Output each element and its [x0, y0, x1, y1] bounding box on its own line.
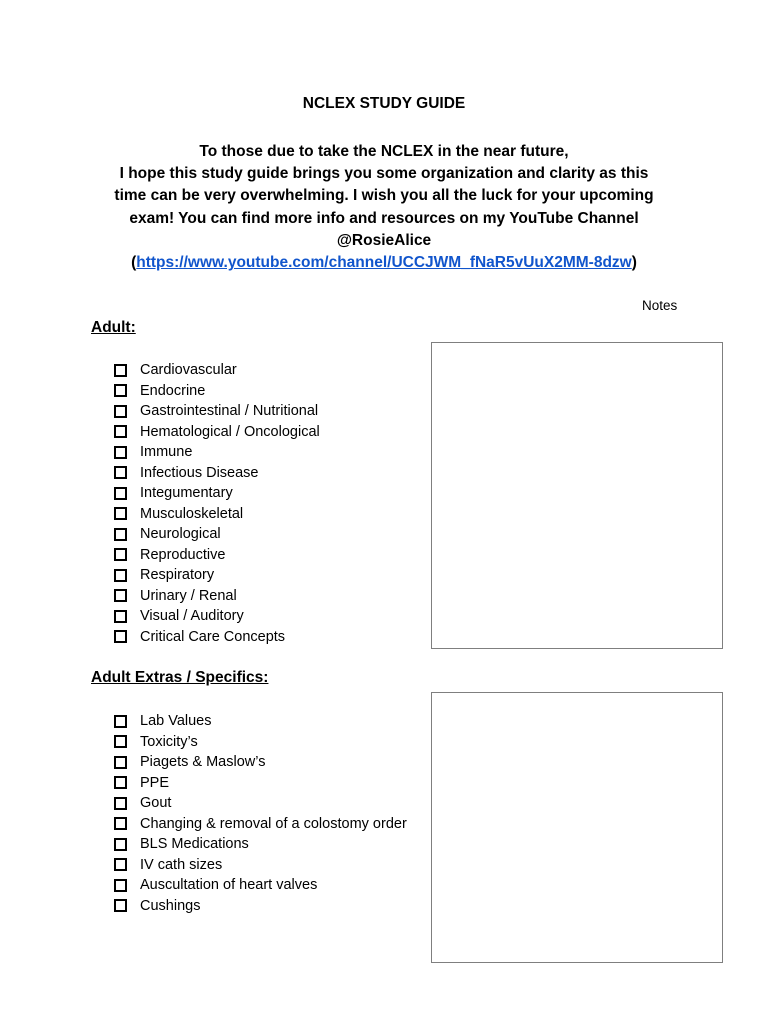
- intro-line: exam! You can find more info and resources on my YouTube Channel: [129, 209, 639, 227]
- list-item-label: BLS Medications: [140, 836, 249, 852]
- list-item-label: Immune: [140, 444, 193, 460]
- list-item: [112, 565, 320, 586]
- checkbox[interactable]: [114, 466, 127, 479]
- list-item: [112, 360, 320, 381]
- list-item: [112, 545, 320, 566]
- list-item: [112, 606, 320, 627]
- list-item-label: Cushings: [140, 897, 201, 914]
- checkbox[interactable]: [114, 507, 127, 520]
- adult-notes-box[interactable]: [431, 342, 723, 649]
- checkbox[interactable]: [114, 817, 127, 830]
- adult-checklist: [112, 360, 320, 647]
- checkbox[interactable]: [114, 756, 127, 769]
- youtube-channel-link[interactable]: https://www.youtube.com/channel/UCCJWM_fNaR5vUuX2MM-8dzw: [136, 254, 632, 272]
- adult-heading: Adult:: [91, 319, 136, 336]
- list-item-label: Gout: [140, 795, 172, 811]
- list-item: [112, 732, 407, 753]
- list-item: [112, 773, 407, 794]
- intro-line: I hope this study guide brings you some organization and clarity as this: [119, 165, 649, 183]
- intro-line: @RosieAlice: [336, 231, 432, 249]
- open-paren: (: [131, 254, 137, 272]
- checkbox[interactable]: [114, 548, 127, 561]
- list-item-label: Toxicity’s: [140, 733, 198, 750]
- list-item: [112, 483, 320, 504]
- close-paren: ): [631, 254, 637, 272]
- checkbox[interactable]: [114, 715, 127, 728]
- intro-paragraph: [84, 141, 684, 274]
- list-item: [112, 401, 320, 422]
- adult-extras-notes-box[interactable]: [431, 692, 723, 963]
- list-item-label: Hematological / Oncological: [140, 423, 320, 440]
- list-item: [112, 793, 407, 814]
- checkbox[interactable]: [114, 569, 127, 582]
- youtube-link-line: [84, 252, 684, 274]
- checkbox[interactable]: [114, 899, 127, 912]
- list-item: [112, 586, 320, 607]
- list-item-label: Endocrine: [140, 382, 206, 399]
- checkbox[interactable]: [114, 528, 127, 541]
- list-item: [112, 875, 407, 896]
- intro-line: To those due to take the NCLEX in the near future,: [199, 143, 569, 160]
- checkbox[interactable]: [114, 838, 127, 851]
- list-item-label: Urinary / Renal: [140, 587, 237, 604]
- list-item: [112, 463, 320, 484]
- checkbox[interactable]: [114, 797, 127, 810]
- list-item: [112, 834, 407, 855]
- list-item: [112, 627, 320, 648]
- list-item-label: Piagets & Maslow’s: [140, 754, 266, 770]
- checkbox[interactable]: [114, 425, 127, 438]
- list-item: [112, 814, 407, 835]
- checkbox[interactable]: [114, 487, 127, 500]
- list-item-label: Changing & removal of a colostomy order: [140, 815, 407, 832]
- checkbox[interactable]: [114, 405, 127, 418]
- adult-extras-checklist: [112, 711, 407, 916]
- adult-extras-heading: Adult Extras / Specifics:: [91, 669, 269, 686]
- checkbox[interactable]: [114, 630, 127, 643]
- list-item: [112, 524, 320, 545]
- page-title: NCLEX STUDY GUIDE: [302, 95, 466, 112]
- list-item: [112, 442, 320, 463]
- list-item: [112, 855, 407, 876]
- checkbox[interactable]: [114, 384, 127, 397]
- list-item-label: Integumentary: [140, 485, 233, 501]
- list-item-label: Cardiovascular: [140, 362, 237, 378]
- list-item: [112, 711, 407, 732]
- list-item-label: Infectious Disease: [140, 464, 259, 481]
- list-item-label: Gastrointestinal / Nutritional: [140, 403, 319, 419]
- notes-label: Notes: [642, 298, 678, 313]
- list-item: [112, 381, 320, 402]
- checkbox[interactable]: [114, 364, 127, 377]
- list-item-label: Respiratory: [140, 567, 215, 583]
- checkbox[interactable]: [114, 776, 127, 789]
- checkbox[interactable]: [114, 735, 127, 748]
- list-item-label: Reproductive: [140, 546, 226, 563]
- list-item-label: Visual / Auditory: [140, 608, 244, 624]
- list-item-label: Neurological: [140, 526, 221, 542]
- list-item-label: Lab Values: [140, 713, 212, 729]
- intro-line: time can be very overwhelming. I wish you all the luck for your upcoming: [114, 187, 654, 205]
- list-item: [112, 422, 320, 443]
- list-item: [112, 504, 320, 525]
- checkbox[interactable]: [114, 589, 127, 602]
- list-item-label: Musculoskeletal: [140, 505, 244, 522]
- list-item: [112, 896, 407, 917]
- checkbox[interactable]: [114, 610, 127, 623]
- list-item-label: IV cath sizes: [140, 856, 223, 873]
- list-item-label: Auscultation of heart valves: [140, 877, 318, 893]
- checkbox[interactable]: [114, 879, 127, 892]
- list-item-label: Critical Care Concepts: [140, 628, 286, 645]
- checkbox[interactable]: [114, 858, 127, 871]
- checkbox[interactable]: [114, 446, 127, 459]
- list-item-label: PPE: [140, 774, 170, 791]
- list-item: [112, 752, 407, 773]
